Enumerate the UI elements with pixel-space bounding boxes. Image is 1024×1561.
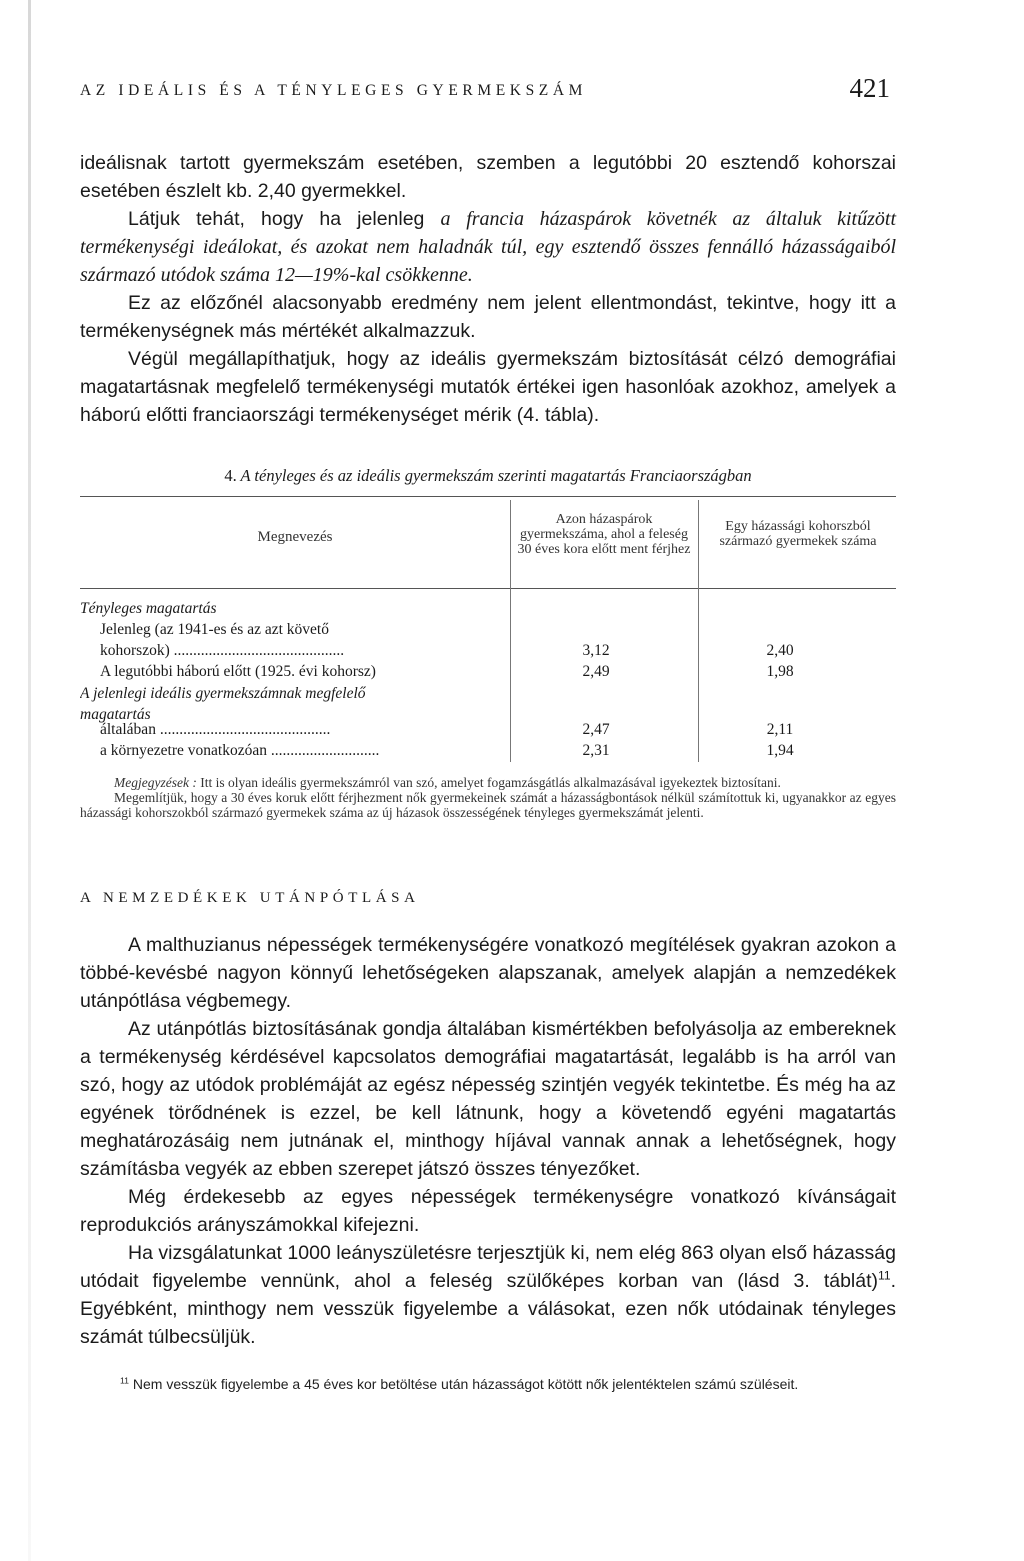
section-paragraph-4 <box>80 1239 896 1351</box>
page-number: 421 <box>849 73 890 103</box>
paragraph-latjuk-italic: a francia házaspárok követnék az általuk kitűzött termékenységi ideálokat, és azokat nem haladnák túl, egy esztendő összes fennálló házasságaiból származó utódok száma 12—19%-kal csökkenne. <box>80 208 897 286</box>
table-row-label: a környezetre vonatkozóan ............................ <box>100 742 380 759</box>
paragraph-latjuk-start: Látjuk tehát, hogy ha jelenleg <box>128 208 441 230</box>
footnote-reference[interactable]: 11 <box>878 1268 891 1283</box>
section-paragraph-4-end: . Egyébként, minthogy nem vesszük figyelembe a válásokat, ezen nők utódainak tényleges számát túlbecsüljük. <box>80 1270 896 1348</box>
page-edge-shadow <box>28 0 31 1561</box>
paragraph-continued: ideálisnak tartott gyermekszám esetében, szemben a legutóbbi 20 esztendő kohorszai esetében észlelt kb. 2,40 gyermekkel. <box>80 152 896 202</box>
table-title: A tényleges és az ideális gyermekszám szerinti magatartás Franciaországban <box>240 466 752 485</box>
table-notes-heading: Megjegyzések : <box>114 775 197 790</box>
table-number: 4. <box>224 466 237 485</box>
table-notes <box>80 775 896 820</box>
section-paragraph-4-start: Ha vizsgálatunkat 1000 leányszületésre terjesztjük ki, nem elég 863 olyan első házasság utódait figyelembe vennünk, ahol a feleség szülőképes korban van (lásd 3. táblát) <box>80 1242 896 1292</box>
table-cell-col1: 3,12 <box>582 642 610 659</box>
paragraph-vegul: Végül megállapíthatjuk, hogy az ideális gyermekszám biztosítását célzó demográfiai magatartásnak megfelelő termékenységi mutatók értékei igen hasonlóak azokhoz, amelyek a háború előtti franciaországi termékenységet mérik (4. tábla). <box>80 348 896 426</box>
section-paragraph-2: Az utánpótlás biztosításának gondja általában kismértékben befolyásolja az embereknek a termékenység kérdésével kapcsolatos demográfiai magatartását, legalább is ha arról van szó, hogy az utódok problémáját az egész népesség szintjén vegyék tekintetbe. És még ha az egyének törődnének is ezzel, be kell látnunk, hogy a követendő egyéni magatartás meghatározásáig nem jutnának el, minthogy híjával vannak annak a lehetőségnek, hogy számításba vegyék az ebben szerepet játszó összes tényezőket. <box>80 1018 896 1180</box>
footnote-mark: 11 <box>120 1375 130 1386</box>
table-header-col1: Azon házaspárok gyermekszáma, ahol a feleség 30 éves kora előtt ment férjhez <box>517 512 691 557</box>
table-row-label: kohorszok) ............................................ <box>100 642 345 659</box>
table-row-label: A legutóbbi háború előtt (1925. évi kohorsz) <box>100 663 376 680</box>
footnote-text: Nem vesszük figyelembe a 45 éves kor betöltése után házasságot kötött nők jelentéktelen számú szüléseit. <box>132 1376 799 1392</box>
table-header-rule <box>80 588 896 589</box>
table-header-label: Megnevezés <box>257 529 333 545</box>
table-col-divider-2 <box>698 500 699 762</box>
section-paragraph-1: A malthuzianus népességek termékenységére vonatkozó megítélések gyakran azokon a többé-kevésbé nagyon könnyű lehetőségeken alapszanak, amelyek alapján a nemzedékek utánpótlása végbemegy. <box>80 934 896 1012</box>
table-cell-col1: 2,47 <box>582 721 610 738</box>
running-head <box>80 72 896 112</box>
table-row-label: A jelenlegi ideális gyermekszámnak megfelelő <box>80 685 366 702</box>
table-cell-col2: 1,94 <box>766 742 794 759</box>
table-row-label: Tényleges magatartás <box>80 600 217 617</box>
paragraph-latjuk <box>80 205 896 289</box>
table-cell-col2: 2,40 <box>766 642 794 659</box>
paragraph-ez-az: Ez az előzőnél alacsonyabb eredmény nem jelent ellentmondást, tekintve, hogy itt a termékenységnek más mértékét alkalmazzuk. <box>80 292 896 342</box>
table-col-divider-1 <box>510 500 511 762</box>
table-header-col2: Egy házassági kohorszból származó gyermekek száma <box>719 519 877 549</box>
footnote <box>80 1376 896 1393</box>
section-paragraph-3: Még érdekesebb az egyes népességek termékenységre vonatkozó kívánságait reprodukciós arányszámokkal kifejezni. <box>80 1186 896 1236</box>
table-caption <box>80 466 896 486</box>
table-note-1 <box>80 775 896 790</box>
table-cell-col1: 2,49 <box>582 663 610 680</box>
top-text-block <box>80 149 896 429</box>
table-top-rule <box>80 496 896 497</box>
table-row-label: általában ............................................ <box>100 721 331 738</box>
table-row-label: magatartás <box>80 706 151 723</box>
table-cell-col2: 1,98 <box>766 663 794 680</box>
table-row-label: Jelenleg (az 1941-es és az azt követő <box>100 621 329 638</box>
table-note-2: Megemlítjük, hogy a 30 éves koruk előtt férjhezment nők gyermekeinek számát a házasságbontások nélkül számítottuk ki, ugyanakkor az egyes házassági kohorszokból származó gyermekek száma az új házasok összességének tényleges gyermekszámát jelenti. <box>80 790 896 820</box>
section-title: A NEMZEDÉKEK UTÁNPÓTLÁSA <box>80 890 420 906</box>
table-cell-col2: 2,11 <box>766 721 794 738</box>
table-note-1-text: Itt is olyan ideális gyermekszámról van szó, amelyet fogamzásgátlás alkalmazásával igyekeztek biztosítani. <box>200 775 781 790</box>
section-text-block <box>80 931 896 1351</box>
footnote-paragraph <box>80 1376 896 1393</box>
running-head-title: AZ IDEÁLIS ÉS A TÉNYLEGES GYERMEKSZÁM <box>80 82 588 99</box>
table-cell-col1: 2,31 <box>582 742 610 759</box>
